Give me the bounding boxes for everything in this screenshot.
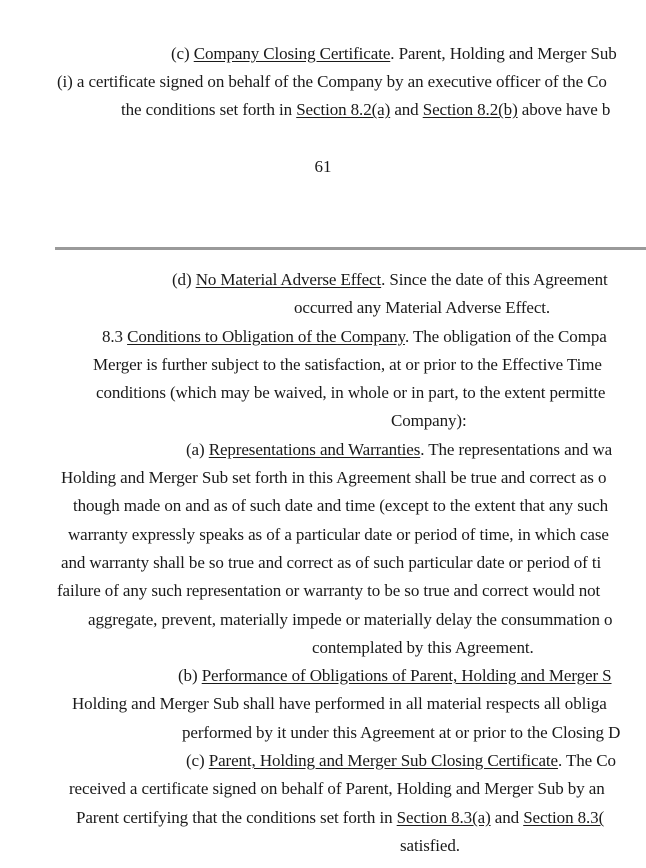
a-line2: Holding and Merger Sub set forth in this Agreement shall be true and correct as o (61, 468, 607, 487)
b-paragraph-line1 (178, 666, 612, 686)
top-line3-post: above have b (517, 100, 611, 119)
top-c-paragraph-line2: (i) a certificate signed on behalf of the Company by an executive officer of the Co (57, 72, 607, 91)
page-separator (55, 247, 646, 250)
top-section-ref-2: Section 8.2(b) (422, 100, 518, 119)
top-c-rest: . Parent, Holding and Merger Sub (390, 44, 617, 63)
a-line3: though made on and as of such date and time (except to the extent that any such (73, 496, 608, 515)
c-line3-mid: and (490, 808, 524, 827)
c-line4: satisfied. (400, 836, 460, 855)
d-rest: . Since the date of this Agreement (381, 270, 608, 289)
top-c-label: (c) (171, 44, 194, 63)
a-paragraph-line1 (186, 440, 612, 460)
b-line3: performed by it under this Agreement at or prior to the Closing D (182, 723, 621, 742)
s83-line2: Merger is further subject to the satisfaction, at or prior to the Effective Time (93, 355, 602, 374)
top-c-title: Company Closing Certificate (193, 44, 391, 63)
c-paragraph-line1 (186, 751, 616, 771)
top-line3-mid: and (390, 100, 423, 119)
a-line6: failure of any such representation or warranty to be so true and correct would not (57, 581, 601, 600)
c-title: Parent, Holding and Merger Sub Closing Certificate (208, 751, 558, 770)
d-paragraph-line2: occurred any Material Adverse Effect. (294, 298, 551, 317)
s83-line3: conditions (which may be waived, in whole or in part, to the extent permitte (96, 383, 606, 402)
a-line7: aggregate, prevent, materially impede or materially delay the consummation o (88, 610, 613, 629)
c-rest: . The Co (557, 751, 616, 770)
c-label: (c) (186, 751, 209, 770)
s83-rest: . The obligation of the Compa (404, 327, 607, 346)
top-c-paragraph-line3 (121, 100, 610, 120)
c-section-ref-2: Section 8.3( (523, 808, 605, 827)
s83-label: 8.3 (102, 327, 128, 346)
s83-title: Conditions to Obligation of the Company (127, 327, 405, 346)
a-title: Representations and Warranties (208, 440, 421, 459)
d-title: No Material Adverse Effect (195, 270, 382, 289)
a-label: (a) (186, 440, 209, 459)
top-line3-pre: the conditions set forth in (121, 100, 297, 119)
a-line5: and warranty shall be so true and correct as of such particular date or period of ti (61, 553, 602, 572)
b-title: Performance of Obligations of Parent, Holding and Merger S (201, 666, 612, 685)
c-line2: received a certificate signed on behalf of Parent, Holding and Merger Sub by an (69, 779, 605, 798)
s83-line4: Company): (391, 411, 467, 430)
c-section-ref-1: Section 8.3(a) (396, 808, 491, 827)
c-line3-pre: Parent certifying that the conditions set forth in (76, 808, 397, 827)
a-line4: warranty expressly speaks as of a particular date or period of time, in which case (68, 525, 609, 544)
a-rest: . The representations and wa (420, 440, 613, 459)
a-line8: contemplated by this Agreement. (312, 638, 534, 657)
b-label: (b) (178, 666, 202, 685)
d-paragraph-line1 (172, 270, 608, 290)
s83-heading-line1 (102, 327, 607, 347)
top-c-paragraph-line1 (171, 44, 617, 64)
d-label: (d) (172, 270, 196, 289)
top-section-ref-1: Section 8.2(a) (296, 100, 391, 119)
page-number: 61 (314, 157, 332, 176)
b-line2: Holding and Merger Sub shall have performed in all material respects all obliga (72, 694, 607, 713)
c-line3 (76, 808, 604, 828)
